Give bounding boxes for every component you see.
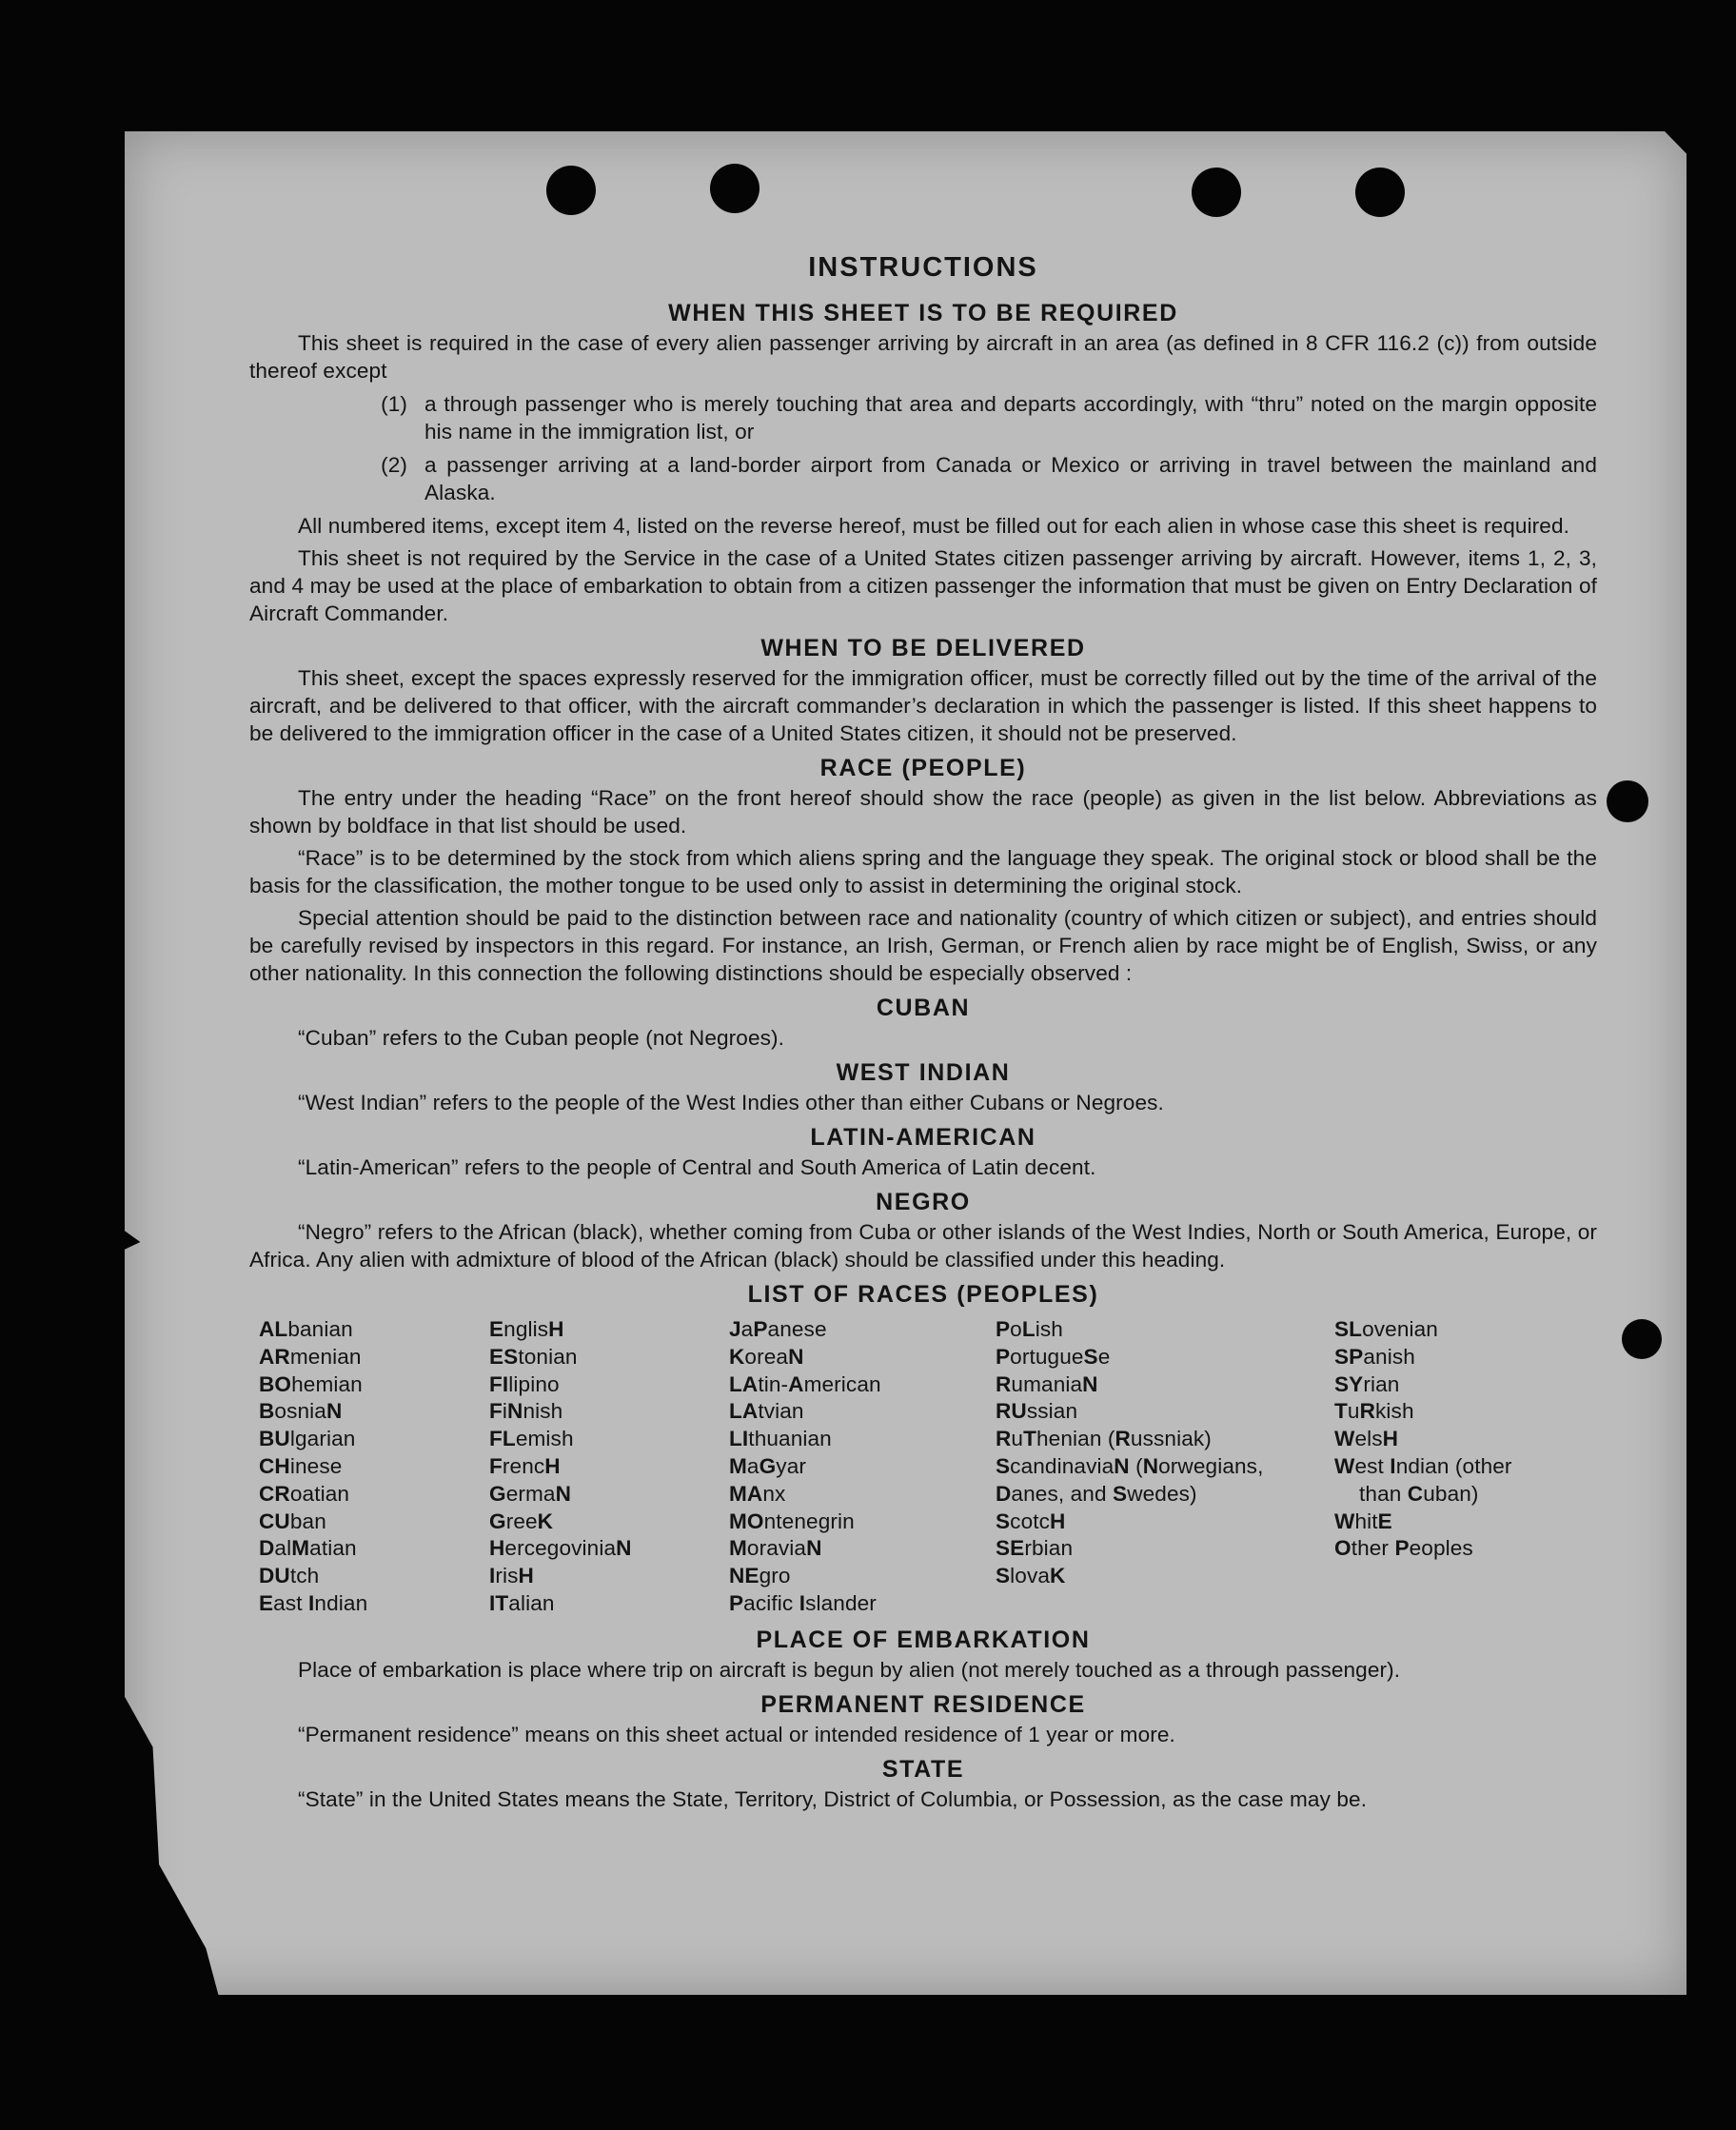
paragraph: This sheet is required in the case of every alien passenger arriving by aircraft in an area (as defined in 8 CFR 116.2 (c)) from outside thereof except — [249, 331, 1597, 383]
paragraph: Place of embarkation is place where trip on aircraft is begun by alien (not merely touched as a through passenger). — [298, 1657, 1401, 1682]
item-text: a through passenger who is merely touching that area and departs accordingly, with “thru” noted on the margin opposite his name in the immigration list, or — [424, 392, 1597, 444]
race-entry: CRoatian — [259, 1481, 350, 1506]
race-entry: SErbian — [996, 1536, 1074, 1561]
race-entry: BOhemian — [259, 1371, 363, 1396]
race-entry: Other Peoples — [1334, 1536, 1473, 1561]
section-heading: STATE — [881, 1755, 965, 1783]
instructions-text — [249, 249, 1597, 1818]
paragraph: All numbered items, except item 4, listed on the reverse hereof, must be filled out for each alien in whose case this sheet is required. — [298, 514, 1570, 538]
race-entry: MaGyar — [729, 1453, 806, 1478]
paragraph: “Race” is to be determined by the stock from which aliens spring and the language they speak. The original stock or blood shall be the basis for the classification, the mother tongue to be used only to assist in determining the original stock. — [249, 846, 1597, 897]
race-entry: ITalian — [489, 1590, 555, 1615]
races-list — [259, 1316, 1597, 1618]
punch-hole — [546, 166, 596, 215]
item-number: (1) — [381, 392, 407, 416]
race-entry: CHinese — [259, 1453, 343, 1478]
page-title: INSTRUCTIONS — [808, 252, 1038, 283]
punch-hole — [1355, 168, 1405, 217]
paragraph: “Cuban” refers to the Cuban people (not Negroes). — [298, 1026, 785, 1050]
race-entry: DUtch — [259, 1564, 320, 1588]
race-entry: SPanish — [1334, 1344, 1415, 1369]
edge-blot — [1622, 1319, 1662, 1359]
paragraph: “Latin-American” refers to the people of Central and South America of Latin decent. — [298, 1155, 1096, 1179]
race-entry: ALbanian — [259, 1317, 353, 1341]
race-entry: Pacific Islander — [729, 1590, 877, 1615]
race-entry: MOntenegrin — [729, 1509, 855, 1533]
race-entry: SlovaK — [996, 1564, 1066, 1588]
paragraph: “Negro” refers to the African (black), whether coming from Cuba or other islands of the West Indies, North or South America, Europe, or Africa. Any alien with admixture of blood of the African (black) should be classified under this heading. — [249, 1220, 1597, 1272]
race-entry: RUssian — [996, 1399, 1078, 1424]
paragraph: The entry under the heading “Race” on the front hereof should show the race (people) as given in the list below. Abbreviations as shown by boldface in that list should be used. — [249, 786, 1597, 838]
section-heading: PERMANENT RESIDENCE — [760, 1690, 1086, 1718]
races-column — [1334, 1316, 1607, 1618]
paragraph: This sheet is not required by the Service in the case of a United States citizen passenger arriving by aircraft. However, items 1, 2, 3, and 4 may be used at the place of embarkation to obtain from a citizen passenger the information that must be given on Entry Declaration of Aircraft Commander. — [249, 546, 1597, 625]
section-heading: RACE (PEOPLE) — [819, 755, 1027, 781]
race-entry: PortugueSe — [996, 1344, 1111, 1369]
section-heading: LIST OF RACES (PEOPLES) — [747, 1281, 1099, 1308]
race-entry: KoreaN — [729, 1344, 804, 1369]
section-heading: WEST INDIAN — [836, 1059, 1011, 1086]
paragraph: Special attention should be paid to the distinction between race and nationality (country of which citizen or subject), and entries should be carefully revised by inspectors in this regard. For instance, an Irish, German, or French alien by race might be of English, Swiss, or any other nationality. In this connection the following distinctions should be especially observed : — [249, 906, 1597, 985]
race-entry: ARmenian — [259, 1344, 362, 1369]
race-entry: TuRkish — [1334, 1399, 1414, 1424]
race-entry: DalMatian — [259, 1536, 357, 1561]
paragraph: This sheet, except the spaces expressly reserved for the immigration officer, must be correctly filled out by the time of the arrival of the aircraft, and be delivered to that officer, with the aircraft commander’s declaration in which the passenger is listed. If this sheet happens to be delivered to the immigration officer in the case of a United States citizen, it should not be preserved. — [249, 666, 1597, 745]
section-heading: WHEN THIS SHEET IS TO BE REQUIRED — [668, 300, 1178, 326]
race-entry: BosniaN — [259, 1399, 343, 1424]
race-entry: JaPanese — [729, 1317, 827, 1341]
race-entry: East Indian — [259, 1590, 368, 1615]
section-heading: NEGRO — [876, 1189, 971, 1215]
race-entry: SLovenian — [1334, 1317, 1438, 1341]
race-entry: MoraviaN — [729, 1536, 822, 1561]
section-heading: PLACE OF EMBARKATION — [756, 1626, 1091, 1653]
race-entry: than Cuban) — [1359, 1481, 1479, 1506]
exception-item — [249, 390, 1597, 445]
item-text: a passenger arriving at a land-border airport from Canada or Mexico or arriving in travel between the mainland and Alaska. — [424, 453, 1597, 504]
section-heading: LATIN-AMERICAN — [810, 1124, 1036, 1151]
race-entry: FrencH — [489, 1453, 561, 1478]
race-entry: LIthuanian — [729, 1427, 832, 1451]
race-entry: LAtvian — [729, 1399, 804, 1424]
section-heading: WHEN TO BE DELIVERED — [760, 635, 1086, 661]
race-entry: RumaniaN — [996, 1371, 1098, 1396]
race-entry: FLemish — [489, 1427, 574, 1451]
race-entry: GreeK — [489, 1509, 554, 1533]
race-entry: WelsH — [1334, 1427, 1399, 1451]
race-entry: SYrian — [1334, 1371, 1400, 1396]
race-entry: MAnx — [729, 1481, 786, 1506]
race-entry: EStonian — [489, 1344, 578, 1369]
race-entry: LAtin-American — [729, 1371, 881, 1396]
race-entry: FIlipino — [489, 1371, 560, 1396]
race-entry: NEgro — [729, 1564, 791, 1588]
section-heading: CUBAN — [876, 995, 971, 1021]
race-entry: ScandinaviaN (Norwegians, Danes, and Swedes) — [996, 1453, 1264, 1506]
race-entry: BUlgarian — [259, 1427, 356, 1451]
race-entry: WhitE — [1334, 1509, 1392, 1533]
races-column — [489, 1316, 729, 1618]
edge-blot — [1607, 780, 1648, 822]
paragraph: “State” in the United States means the State, Territory, District of Columbia, or Possession, as the case may be. — [298, 1786, 1368, 1811]
race-entry: EnglisH — [489, 1317, 564, 1341]
races-column — [996, 1316, 1334, 1618]
race-entry: CUban — [259, 1509, 326, 1533]
punch-hole — [710, 164, 760, 213]
paragraph: “Permanent residence” means on this sheet actual or intended residence of 1 year or more. — [298, 1722, 1175, 1746]
races-column — [259, 1316, 489, 1618]
race-entry: FiNnish — [489, 1399, 563, 1424]
race-entry: GermaN — [489, 1481, 571, 1506]
race-entry: ScotcH — [996, 1509, 1066, 1533]
paragraph: “West Indian” refers to the people of the West Indies other than either Cubans or Negroes. — [298, 1091, 1164, 1114]
race-entry: RuThenian (Russniak) — [996, 1427, 1212, 1451]
item-number: (2) — [381, 453, 407, 477]
exception-item — [249, 451, 1597, 506]
race-entry: West Indian (other — [1334, 1453, 1512, 1478]
race-entry: IrisH — [489, 1564, 534, 1588]
race-entry: HercegoviniaN — [489, 1536, 632, 1561]
race-entry: PoLish — [996, 1317, 1063, 1341]
punch-hole — [1192, 168, 1241, 217]
races-column — [729, 1316, 996, 1618]
